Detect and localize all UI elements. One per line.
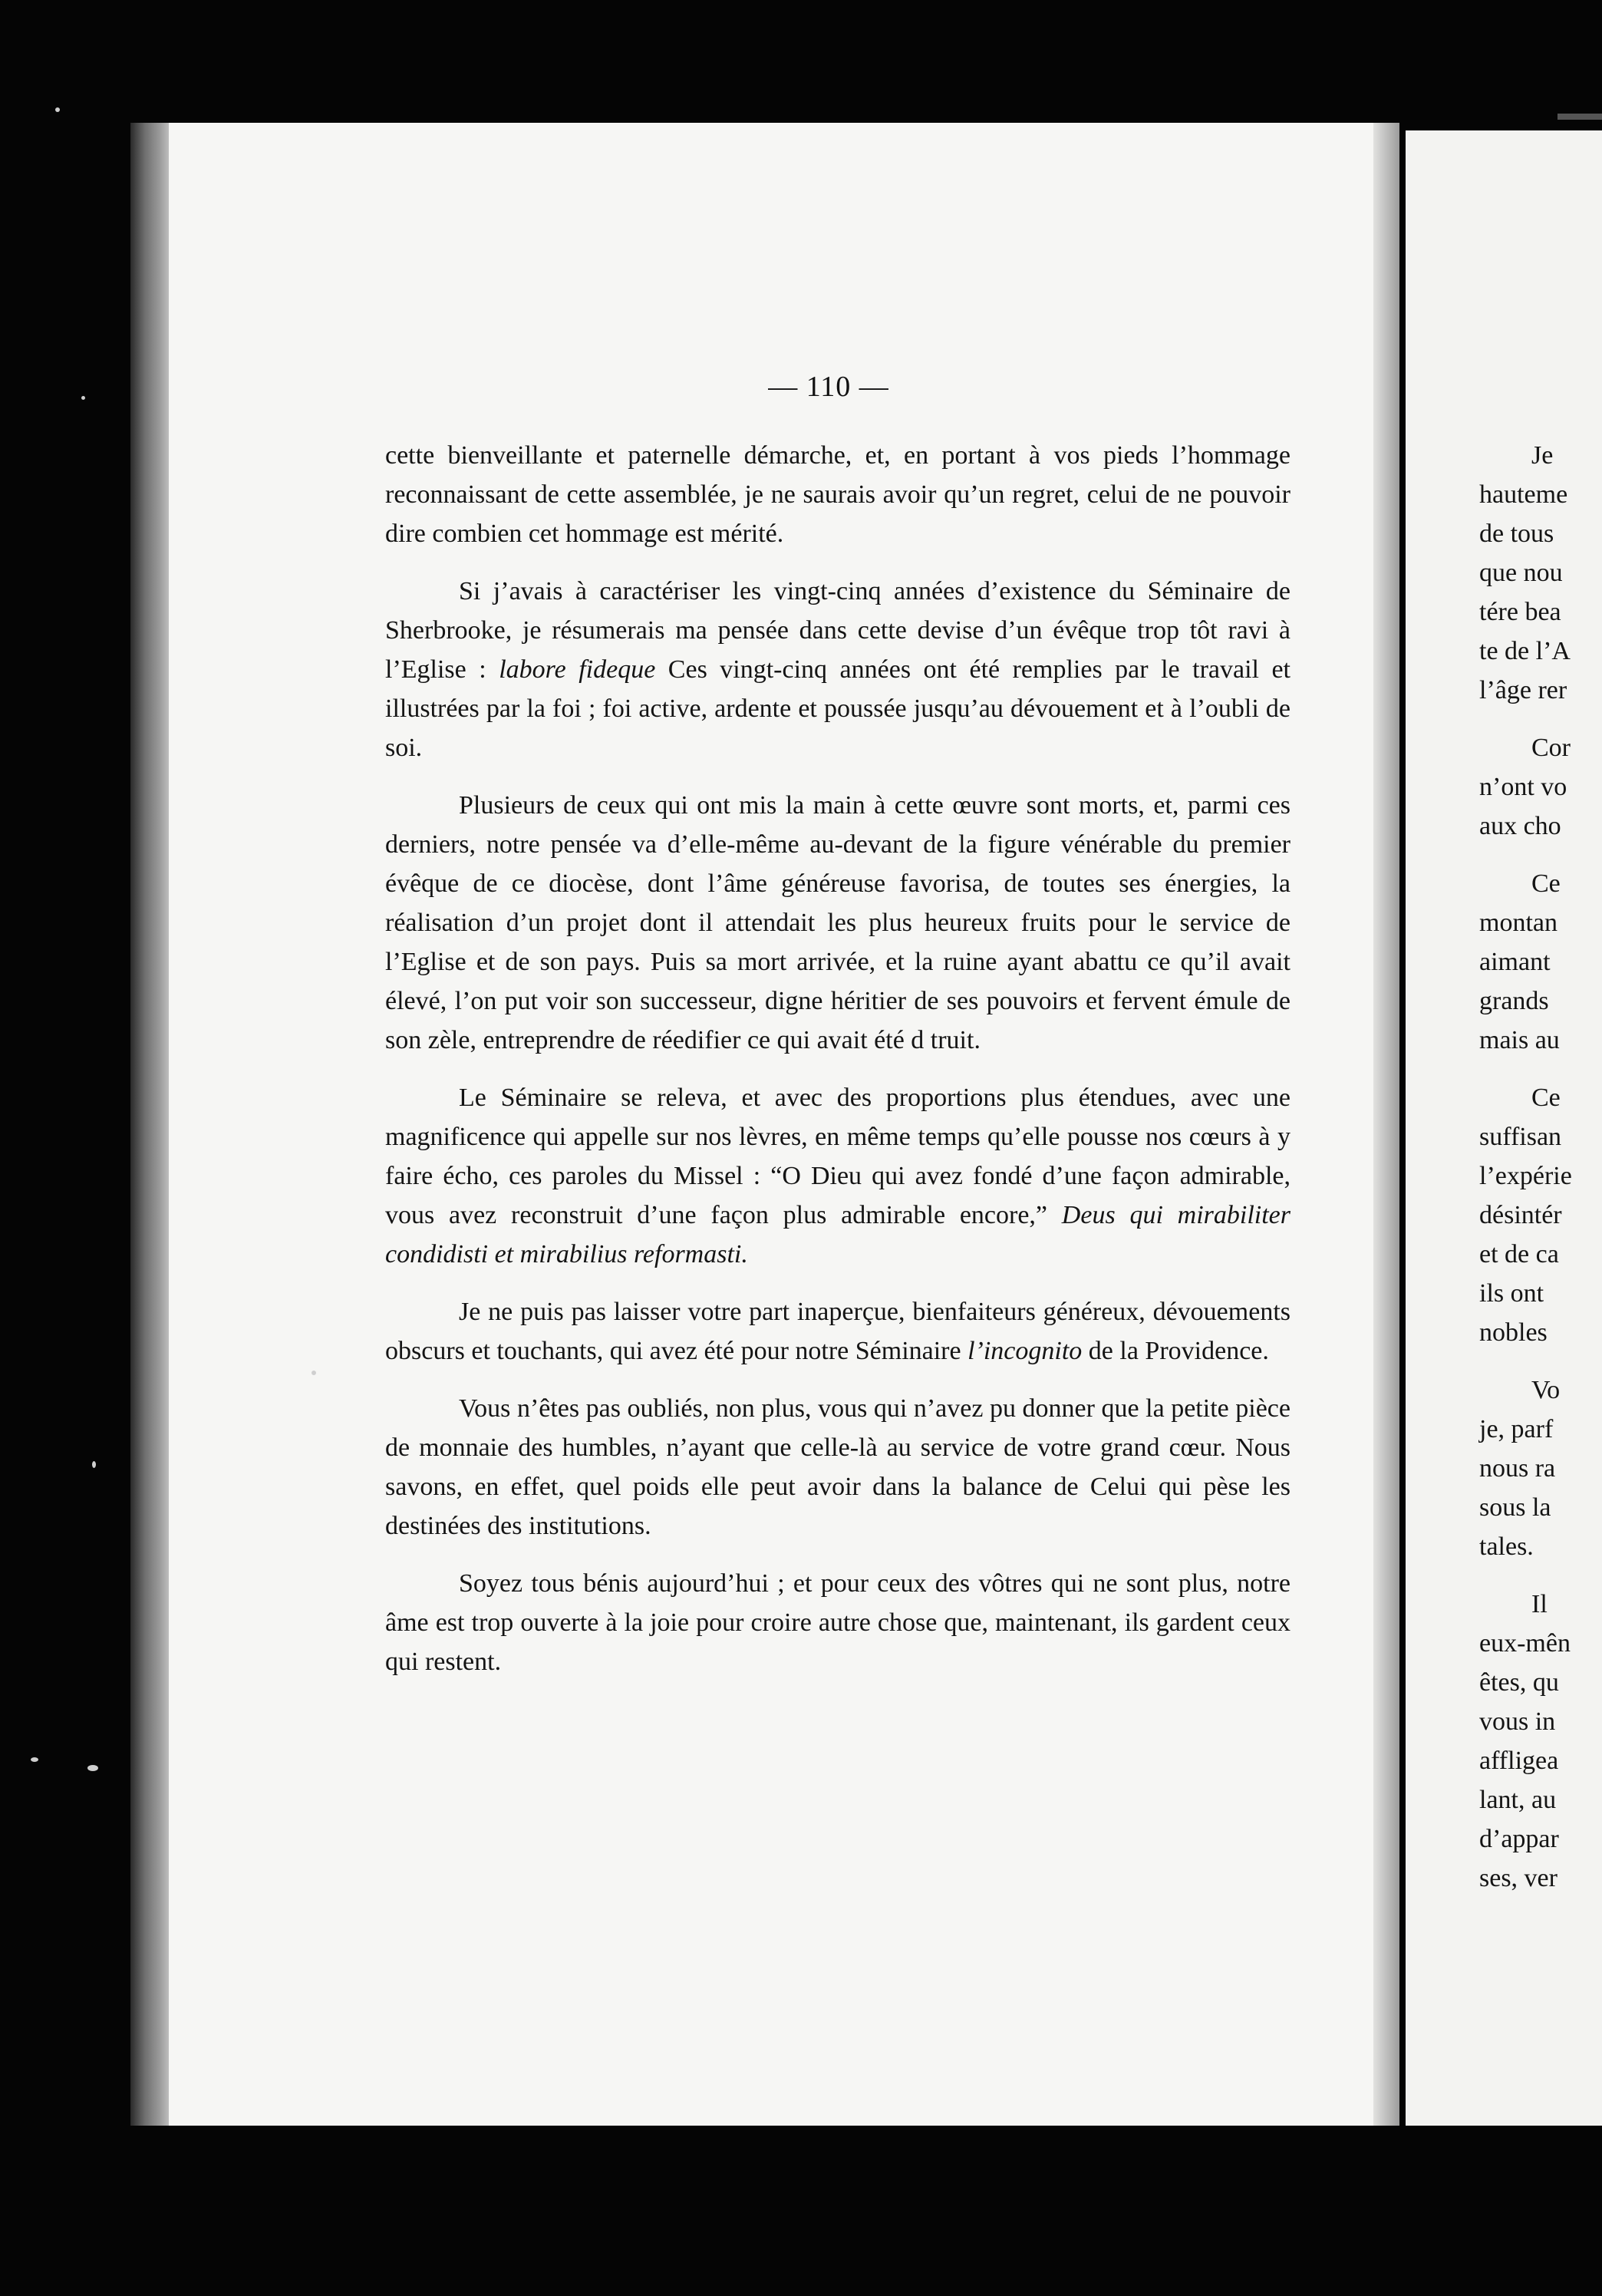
paragraph-6: Vous n’êtes pas oubliés, non plus, vous qui n’avez pu donner que la petite pièce de monnaie des humbles, n’ayant que celle-là au service de votre grand cœur. Nous savons, en effet, quel poids elle peut avoir dans la balance de Celui qui pèse les destinées des institutions.	[385, 1394, 1290, 1540]
right-page-line: sous la	[1479, 1493, 1551, 1522]
paragraph-gap	[1479, 846, 1602, 864]
right-page-line: Ce	[1531, 869, 1561, 898]
scan-speck	[92, 1461, 96, 1468]
paragraph-2	[385, 572, 1290, 767]
left-page-gutter	[1373, 123, 1399, 2126]
right-page-line: eux-mên	[1479, 1629, 1571, 1658]
scan-speck	[31, 1757, 38, 1762]
right-page-line: d’appar	[1479, 1825, 1559, 1853]
scan-speck	[55, 107, 60, 112]
paragraph-2-motto: labore fideque	[499, 655, 656, 684]
right-page-line: vous in	[1479, 1707, 1556, 1736]
right-page-line: te de l’A	[1479, 637, 1571, 665]
right-page-line: aux cho	[1479, 812, 1561, 840]
paragraph-7: Soyez tous bénis aujourd’hui ; et pour ceux des vôtres qui ne sont plus, notre âme est trop ouverte à la joie pour croire autre chose que, maintenant, ils gardent ceux qui restent.	[385, 1569, 1290, 1676]
paragraph-5-tail: de la Providence.	[1082, 1337, 1269, 1365]
book-spine-edge	[130, 123, 172, 2126]
scan-speck	[81, 396, 85, 400]
paragraph-5-text: Je ne puis pas laisser votre part inaperçue, bienfaiteurs généreux, dévouements obscurs et touchants, qui avez été pour notre Séminaire	[385, 1298, 1290, 1365]
paragraph-5	[385, 1292, 1290, 1371]
paragraph-3: Plusieurs de ceux qui ont mis la main à cette œuvre sont morts, et, parmi ces derniers, notre pensée va d’elle-même au-devant de la figure vénérable du premier évêque de ce diocèse, dont l’âme généreuse favorisa, de toutes ses énergies, la réalisation d’un projet dont il attendait les plus heureux fruits pour le service de l’Eglise et de son pays. Puis sa mort arrivée, et la ruine ayant abattu ce qu’il avait élevé, l’on put voir son successeur, digne héritier de ses pouvoirs et fervent émule de son zèle, entreprendre de réedifier ce qui avait été d truit.	[385, 791, 1290, 1054]
right-page-line: affligea	[1479, 1747, 1559, 1775]
right-page-line: n’ont vo	[1479, 773, 1567, 801]
right-page-line: que nou	[1479, 559, 1563, 587]
right-page-line: grands	[1479, 987, 1549, 1015]
scan-speck	[87, 1765, 98, 1771]
right-page-line: désintér	[1479, 1201, 1562, 1229]
right-page-line: l’âge rer	[1479, 676, 1567, 704]
paragraph-gap	[1479, 1352, 1602, 1371]
page-number: — 110 —	[768, 371, 889, 403]
right-page-line: hauteme	[1479, 480, 1568, 509]
right-page-line: Cor	[1531, 734, 1571, 762]
right-page-fragments	[1479, 436, 1602, 1898]
right-page-line: Il	[1531, 1590, 1548, 1618]
paragraph-gap	[1479, 1060, 1602, 1078]
right-page-line: lant, au	[1479, 1786, 1557, 1814]
right-page-line: nous ra	[1479, 1454, 1556, 1483]
right-page-line: mais au	[1479, 1026, 1560, 1054]
right-page-line: tére bea	[1479, 598, 1561, 626]
paragraph-gap	[1479, 1566, 1602, 1585]
paragraph-4	[385, 1078, 1290, 1274]
paragraph-gap	[1479, 710, 1602, 728]
right-page-line: montan	[1479, 909, 1558, 937]
paragraph-1: cette bienveillante et paternelle démarche, et, en portant à vos pieds l’hommage reconnaissant de cette assemblée, je ne saurais avoir qu’un regret, celui de ne pouvoir dire combien cet hommage est mérité.	[385, 441, 1290, 548]
right-page-line: ils ont	[1479, 1279, 1544, 1308]
paragraph-5-italic: l’incognito	[967, 1337, 1083, 1365]
right-page-line: aimant	[1479, 948, 1551, 976]
paragraph-4-text: Le Séminaire se releva, et avec des proportions plus étendues, avec une magnificence qui appelle sur nos lèvres, en même temps qu’elle pousse nos cœurs à y faire écho, ces paroles du Missel : “O Dieu qui avez fondé d’une façon admirable, vous avez reconstruit d’une façon plus admirable encore,”	[385, 1084, 1290, 1229]
right-page-line: êtes, qu	[1479, 1668, 1559, 1697]
right-page-line: je, parf	[1479, 1415, 1554, 1443]
paragraph-4-latin: Deus qui mirabiliter condidisti et mirabilius reformasti.	[385, 1201, 1290, 1268]
right-page-line: de tous	[1479, 520, 1554, 548]
right-page-line: Ce	[1531, 1084, 1561, 1112]
right-page-line: ses, ver	[1479, 1864, 1558, 1892]
right-page-line: tales.	[1479, 1532, 1534, 1561]
right-page-line: Vo	[1531, 1376, 1561, 1404]
right-page-line: Je	[1531, 441, 1554, 470]
right-page-line: suffisan	[1479, 1123, 1562, 1151]
scan-speck	[312, 1371, 316, 1375]
right-page-top-edge	[1558, 114, 1602, 120]
right-page-line: l’expérie	[1479, 1162, 1572, 1190]
paragraph-2-text: Si j’avais à caractériser les vingt-cinq années d’existence du Séminaire de Sherbrooke, je résumerais ma pensée dans cette devise d’un évêque trop tôt ravi à l’Eglise :	[385, 577, 1290, 684]
right-page-line: nobles	[1479, 1318, 1548, 1347]
paragraph-2-tail: Ces vingt-cinq années ont été remplies par le travail et illustrées par la foi ; foi active, ardente et poussée jusqu’au dévouement et à l’oubli de soi.	[385, 655, 1291, 762]
right-page-line: et de ca	[1479, 1240, 1559, 1268]
left-page-body	[385, 436, 1290, 1700]
